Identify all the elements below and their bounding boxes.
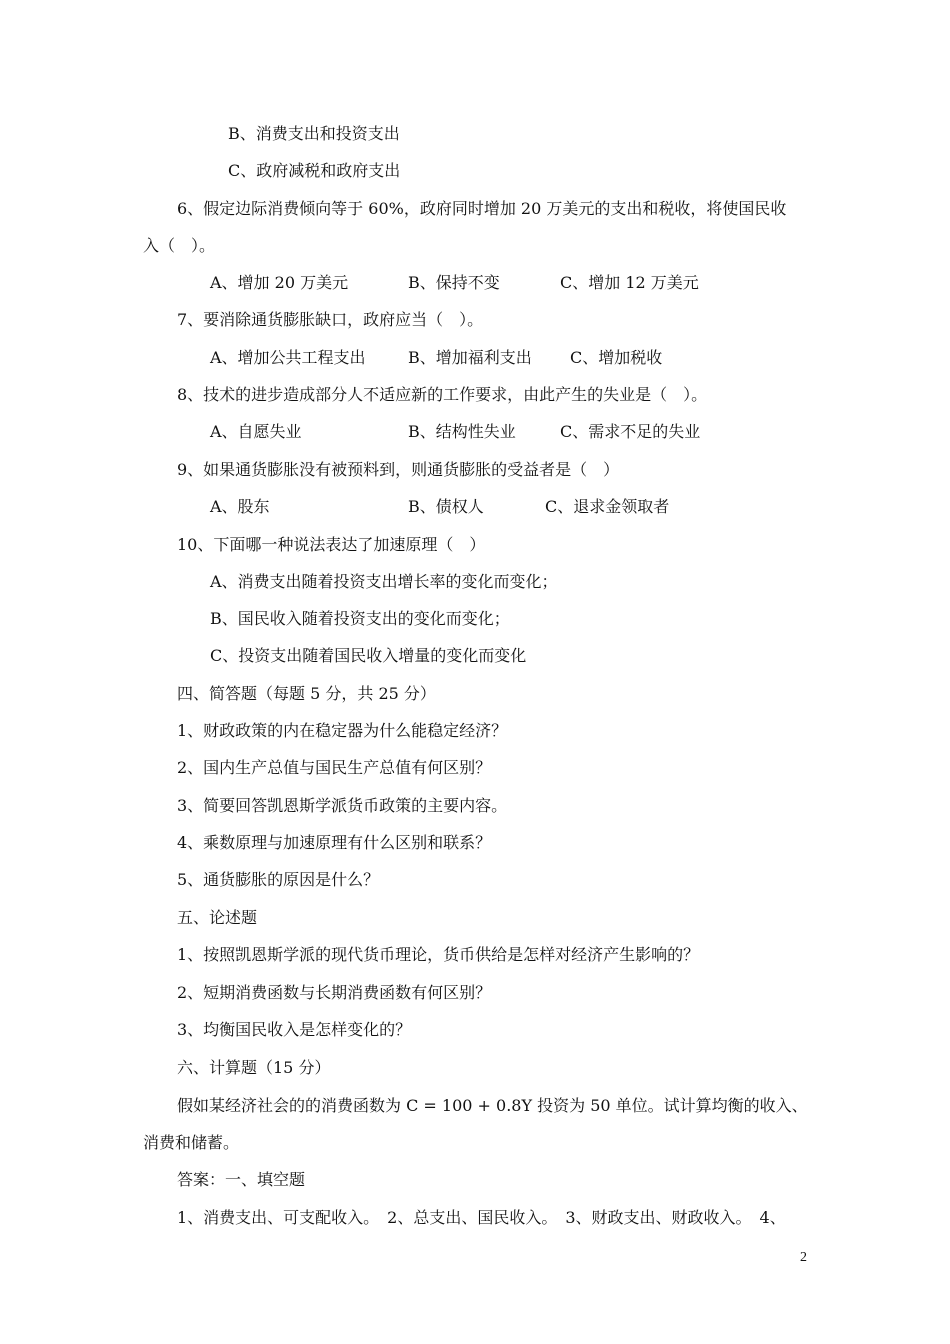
q8-option-c: C、需求不足的失业 (560, 422, 701, 441)
section5-item: 3、均衡国民收入是怎样变化的？ (177, 1020, 412, 1039)
q5-option-c: C、政府减税和政府支出 (228, 161, 401, 180)
q8-text: 8、技术的进步造成部分人不适应新的工作要求，由此产生的失业是（ ）。 (177, 385, 708, 404)
q10-text: 10、下面哪一种说法表达了加速原理（ ） (177, 535, 486, 554)
q6-text-line2: 入（ ）。 (143, 236, 216, 255)
section4-item: 3、简要回答凯恩斯学派货币政策的主要内容。 (177, 796, 508, 815)
q8-option-b: B、结构性失业 (408, 422, 516, 441)
section6-problem-line2: 消费和储蓄。 (143, 1133, 240, 1152)
section5-item: 1、按照凯恩斯学派的现代货币理论，货币供给是怎样对经济产生影响的？ (177, 945, 700, 964)
section6-heading: 六、计算题（15 分） (177, 1058, 331, 1077)
section4-item: 1、财政政策的内在稳定器为什么能稳定经济？ (177, 721, 508, 740)
q9-option-a: A、股东 (210, 497, 270, 516)
q10-option-b: B、国民收入随着投资支出的变化而变化； (210, 609, 510, 628)
q5-option-b: B、消费支出和投资支出 (228, 124, 400, 143)
section5-heading: 五、论述题 (177, 908, 258, 927)
q6-option-a: A、增加 20 万美元 (210, 273, 349, 292)
q7-option-c: C、增加税收 (570, 348, 663, 367)
q7-option-b: B、增加福利支出 (408, 348, 532, 367)
q8-option-a: A、自愿失业 (210, 422, 302, 441)
q7-option-a: A、增加公共工程支出 (210, 348, 366, 367)
q9-text: 9、如果通货膨胀没有被预料到，则通货膨胀的受益者是（ ） (177, 460, 620, 479)
section4-item: 4、乘数原理与加速原理有什么区别和联系？ (177, 833, 492, 852)
q6-option-b: B、保持不变 (408, 273, 500, 292)
section6-problem-line1: 假如某经济社会的的消费函数为 C = 100 + 0.8Y 投资为 50 单位。试计算均衡的收入、 (177, 1096, 808, 1115)
answers-line1: 1、消费支出、可支配收入。 2、总支出、国民收入。 3、财政支出、财政收入。 4、 (177, 1208, 786, 1227)
answers-heading: 答案：一、填空题 (177, 1170, 306, 1189)
page-number: 2 (800, 1250, 807, 1265)
section4-item: 5、通货膨胀的原因是什么？ (177, 870, 380, 889)
q6-option-c: C、增加 12 万美元 (560, 273, 699, 292)
section4-heading: 四、简答题（每题 5 分，共 25 分） (177, 684, 436, 703)
q10-option-a: A、消费支出随着投资支出增长率的变化而变化； (210, 572, 558, 591)
q10-option-c: C、投资支出随着国民收入增量的变化而变化 (210, 646, 527, 665)
q9-option-c: C、退求金领取者 (545, 497, 670, 516)
q6-text-line1: 6、假定边际消费倾向等于 60%，政府同时增加 20 万美元的支出和税收，将使国民收 (177, 199, 787, 218)
section5-item: 2、短期消费函数与长期消费函数有何区别？ (177, 983, 492, 1002)
section4-item: 2、国内生产总值与国民生产总值有何区别？ (177, 758, 492, 777)
q7-text: 7、要消除通货膨胀缺口，政府应当（ ）。 (177, 310, 484, 329)
q9-option-b: B、债权人 (408, 497, 484, 516)
